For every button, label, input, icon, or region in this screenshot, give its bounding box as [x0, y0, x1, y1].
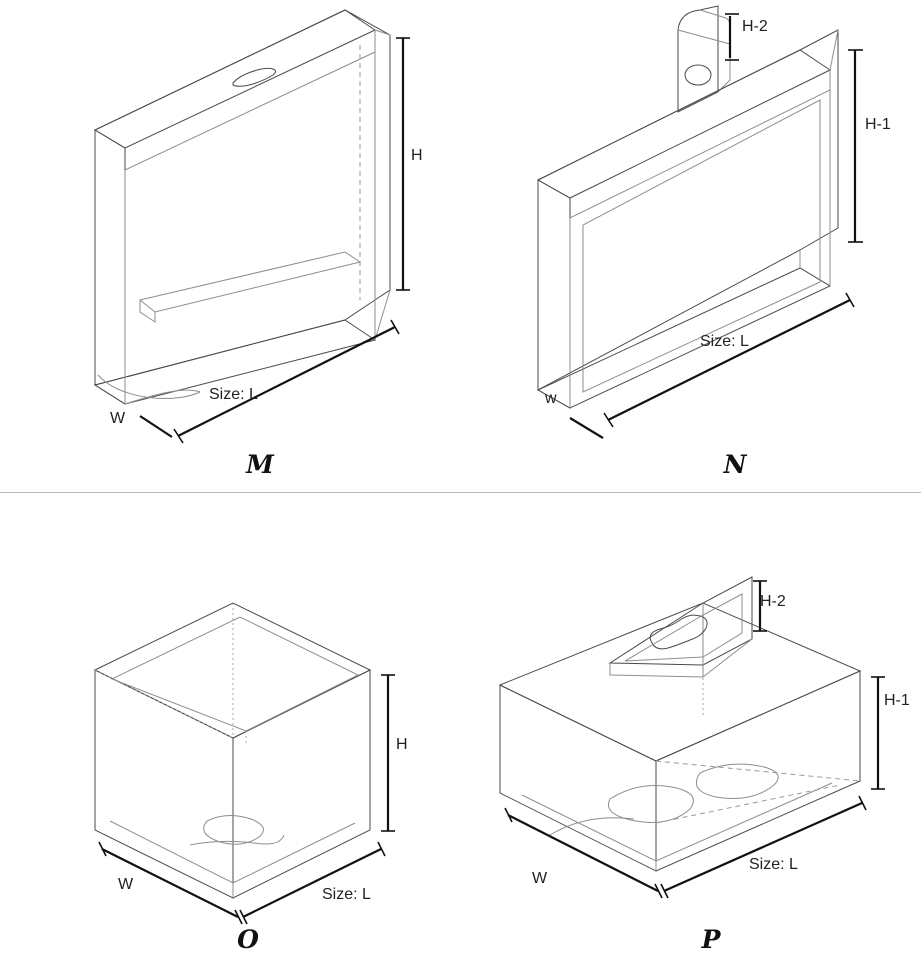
- dim-label-length-p: Size: L: [749, 856, 798, 873]
- panel-m-drawing: [0, 0, 460, 490]
- panel-o-drawing: [0, 493, 460, 969]
- dim-label-h1-p: H-1: [884, 692, 910, 709]
- dim-label-width-m: W: [110, 410, 126, 427]
- dimension-length-n: [604, 293, 854, 427]
- dimension-height-m: [396, 38, 410, 290]
- dimension-height-o: [381, 675, 395, 831]
- dimension-h2-n: [725, 14, 739, 60]
- dim-label-width-p: W: [532, 870, 548, 887]
- dim-label-h2-p: H-2: [760, 593, 786, 610]
- dimension-width-n: [570, 418, 603, 438]
- dimension-width-m: [140, 416, 172, 437]
- dim-label-h-o: H: [396, 736, 408, 753]
- dimension-h1-n: [848, 50, 863, 242]
- panel-n-drawing: [460, 0, 921, 490]
- dimension-length-p: [661, 796, 866, 898]
- panel-label-m: M: [246, 450, 274, 479]
- dim-label-length-m: Size: L: [209, 386, 258, 403]
- box-o-outline: [95, 603, 370, 898]
- dimension-length-m: [174, 320, 399, 443]
- panel-m: [0, 0, 460, 490]
- dim-label-h-m: H: [411, 147, 423, 164]
- panel-p-drawing: [460, 493, 921, 969]
- panel-o: [0, 493, 460, 969]
- dimension-length-o: [240, 842, 385, 924]
- dimension-h1-p: [871, 677, 885, 789]
- dim-label-length-n: Size: L: [700, 333, 749, 350]
- dim-label-width-n: w: [545, 390, 557, 407]
- panel-label-n: N: [723, 450, 747, 479]
- dim-label-width-o: W: [118, 876, 134, 893]
- box-n-outline: [538, 6, 838, 408]
- box-m-outline: [95, 10, 390, 404]
- panel-label-p: P: [701, 925, 721, 954]
- dim-label-h1-n: H-1: [865, 116, 891, 133]
- panel-p: [460, 493, 921, 969]
- dim-label-length-o: Size: L: [322, 886, 371, 903]
- panel-n: [460, 0, 921, 490]
- panel-label-o: O: [237, 925, 259, 954]
- dim-label-h2-n: H-2: [742, 18, 768, 35]
